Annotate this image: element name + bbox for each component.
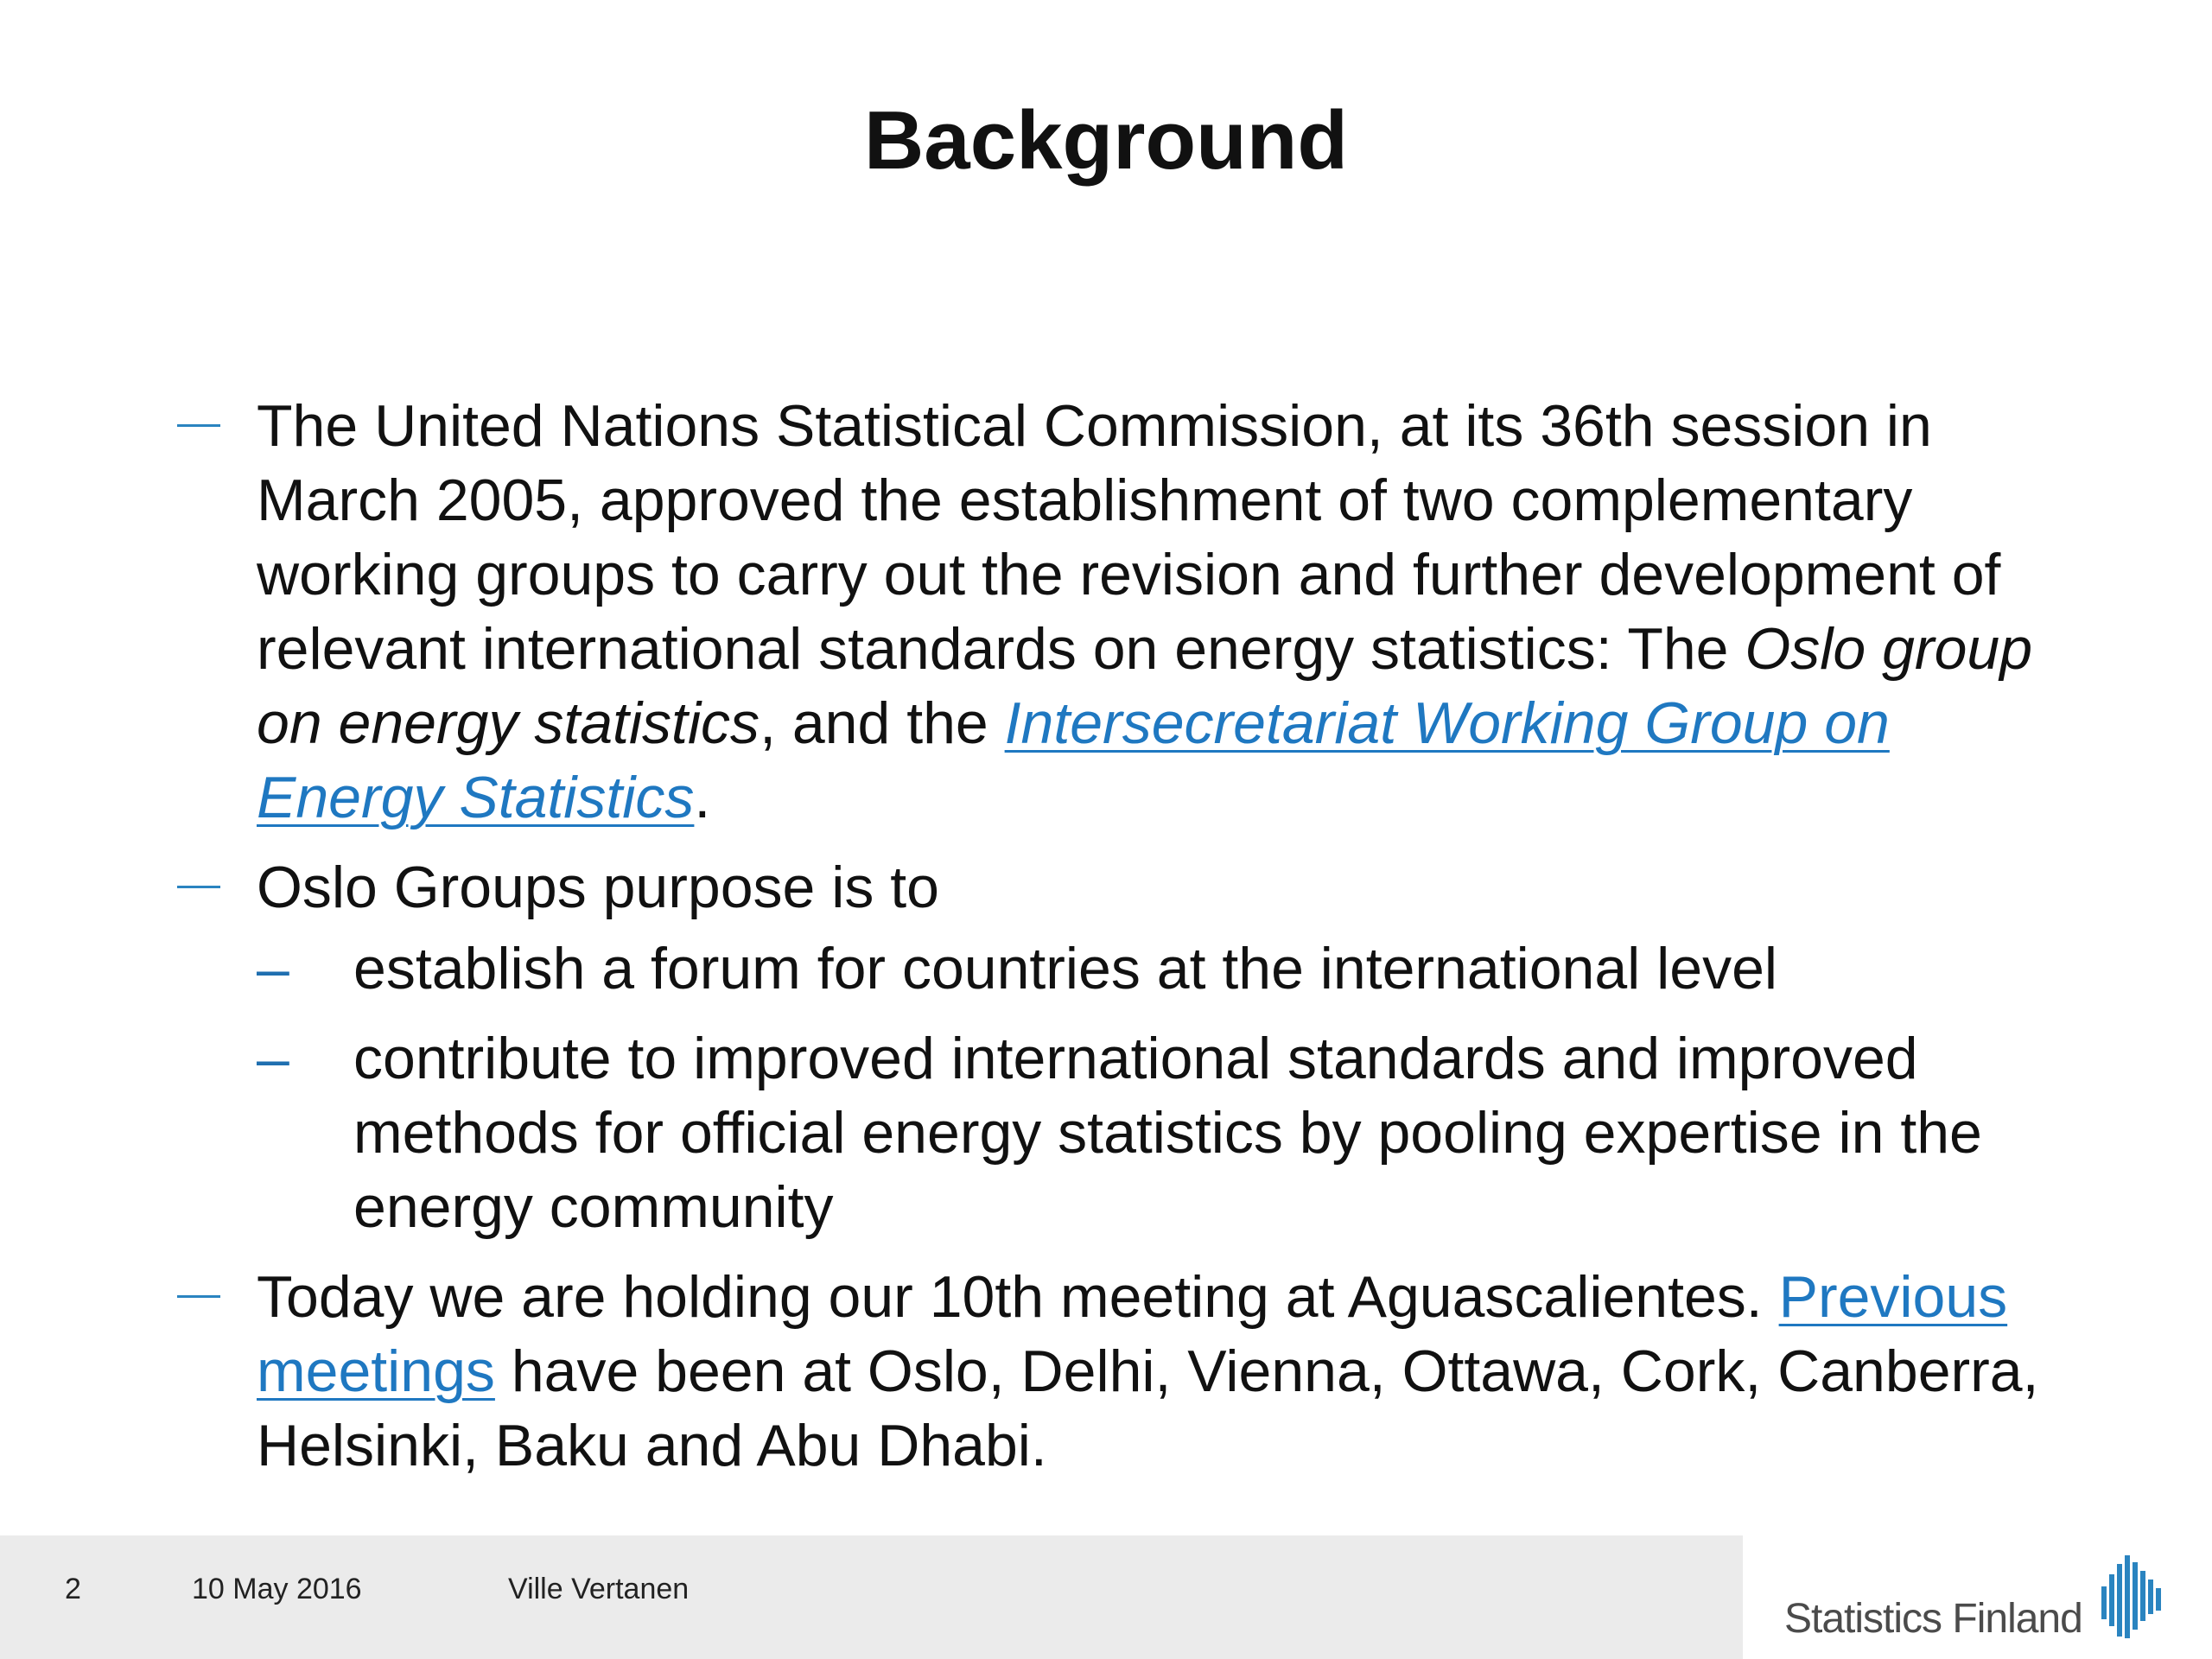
slide-content — [177, 389, 2078, 1498]
bullet-text: , and the — [760, 690, 1005, 756]
sub-bullet-text: contribute to improved international standards and improved methods for official energy statistics by pooling expertise in the energy community — [353, 1026, 1982, 1240]
dash-marker-icon — [177, 886, 220, 888]
en-dash-marker-icon: – — [257, 936, 289, 1001]
sub-bullet-list — [257, 931, 2078, 1244]
bullet-text: have been at Oslo, Delhi, Vienna, Ottawa, Cork, Canberra, Helsinki, Baku and Abu Dhabi. — [257, 1338, 2039, 1478]
bar-chart-logo-icon — [2100, 1548, 2164, 1643]
intersecretariat-link[interactable]: Intersecretariat Working Group on Energy Statistics — [257, 690, 1890, 830]
page-number: 2 — [65, 1573, 81, 1605]
dash-marker-icon — [177, 1295, 220, 1298]
bullet-text: The United Nations Statistical Commission, at its 36th session in March 2005, approved the establishment of two complementary working groups to carry out the revision and further development of relevant international standards on energy statistics: The — [257, 393, 2001, 682]
dash-marker-icon — [177, 424, 220, 427]
bullet-text: Today we are holding our 10th meeting at Aguascalientes. — [257, 1264, 1779, 1330]
bullet-text: Oslo Groups purpose is to — [257, 855, 939, 920]
en-dash-marker-icon: – — [257, 1026, 289, 1091]
page-title: Background — [863, 94, 1349, 187]
logo-text: Statistics Finland — [1784, 1596, 2082, 1642]
footer-date: 10 May 2016 — [192, 1573, 362, 1605]
footer-author: Ville Vertanen — [508, 1573, 690, 1605]
sub-bullet-text: establish a forum for countries at the international level — [353, 936, 1778, 1001]
statistics-finland-logo — [1784, 1548, 2164, 1643]
bullet-text: . — [694, 765, 711, 830]
bullet-item — [177, 850, 2078, 1244]
bullet-item — [177, 389, 2078, 835]
previous-meetings-link[interactable]: Previous meetings — [257, 1264, 2008, 1404]
bullet-item — [177, 1260, 2078, 1483]
sub-bullet-item — [257, 1021, 2078, 1244]
sub-bullet-item — [257, 931, 2078, 1006]
oslo-group-name: Oslo group on energy statistics — [257, 616, 2033, 756]
